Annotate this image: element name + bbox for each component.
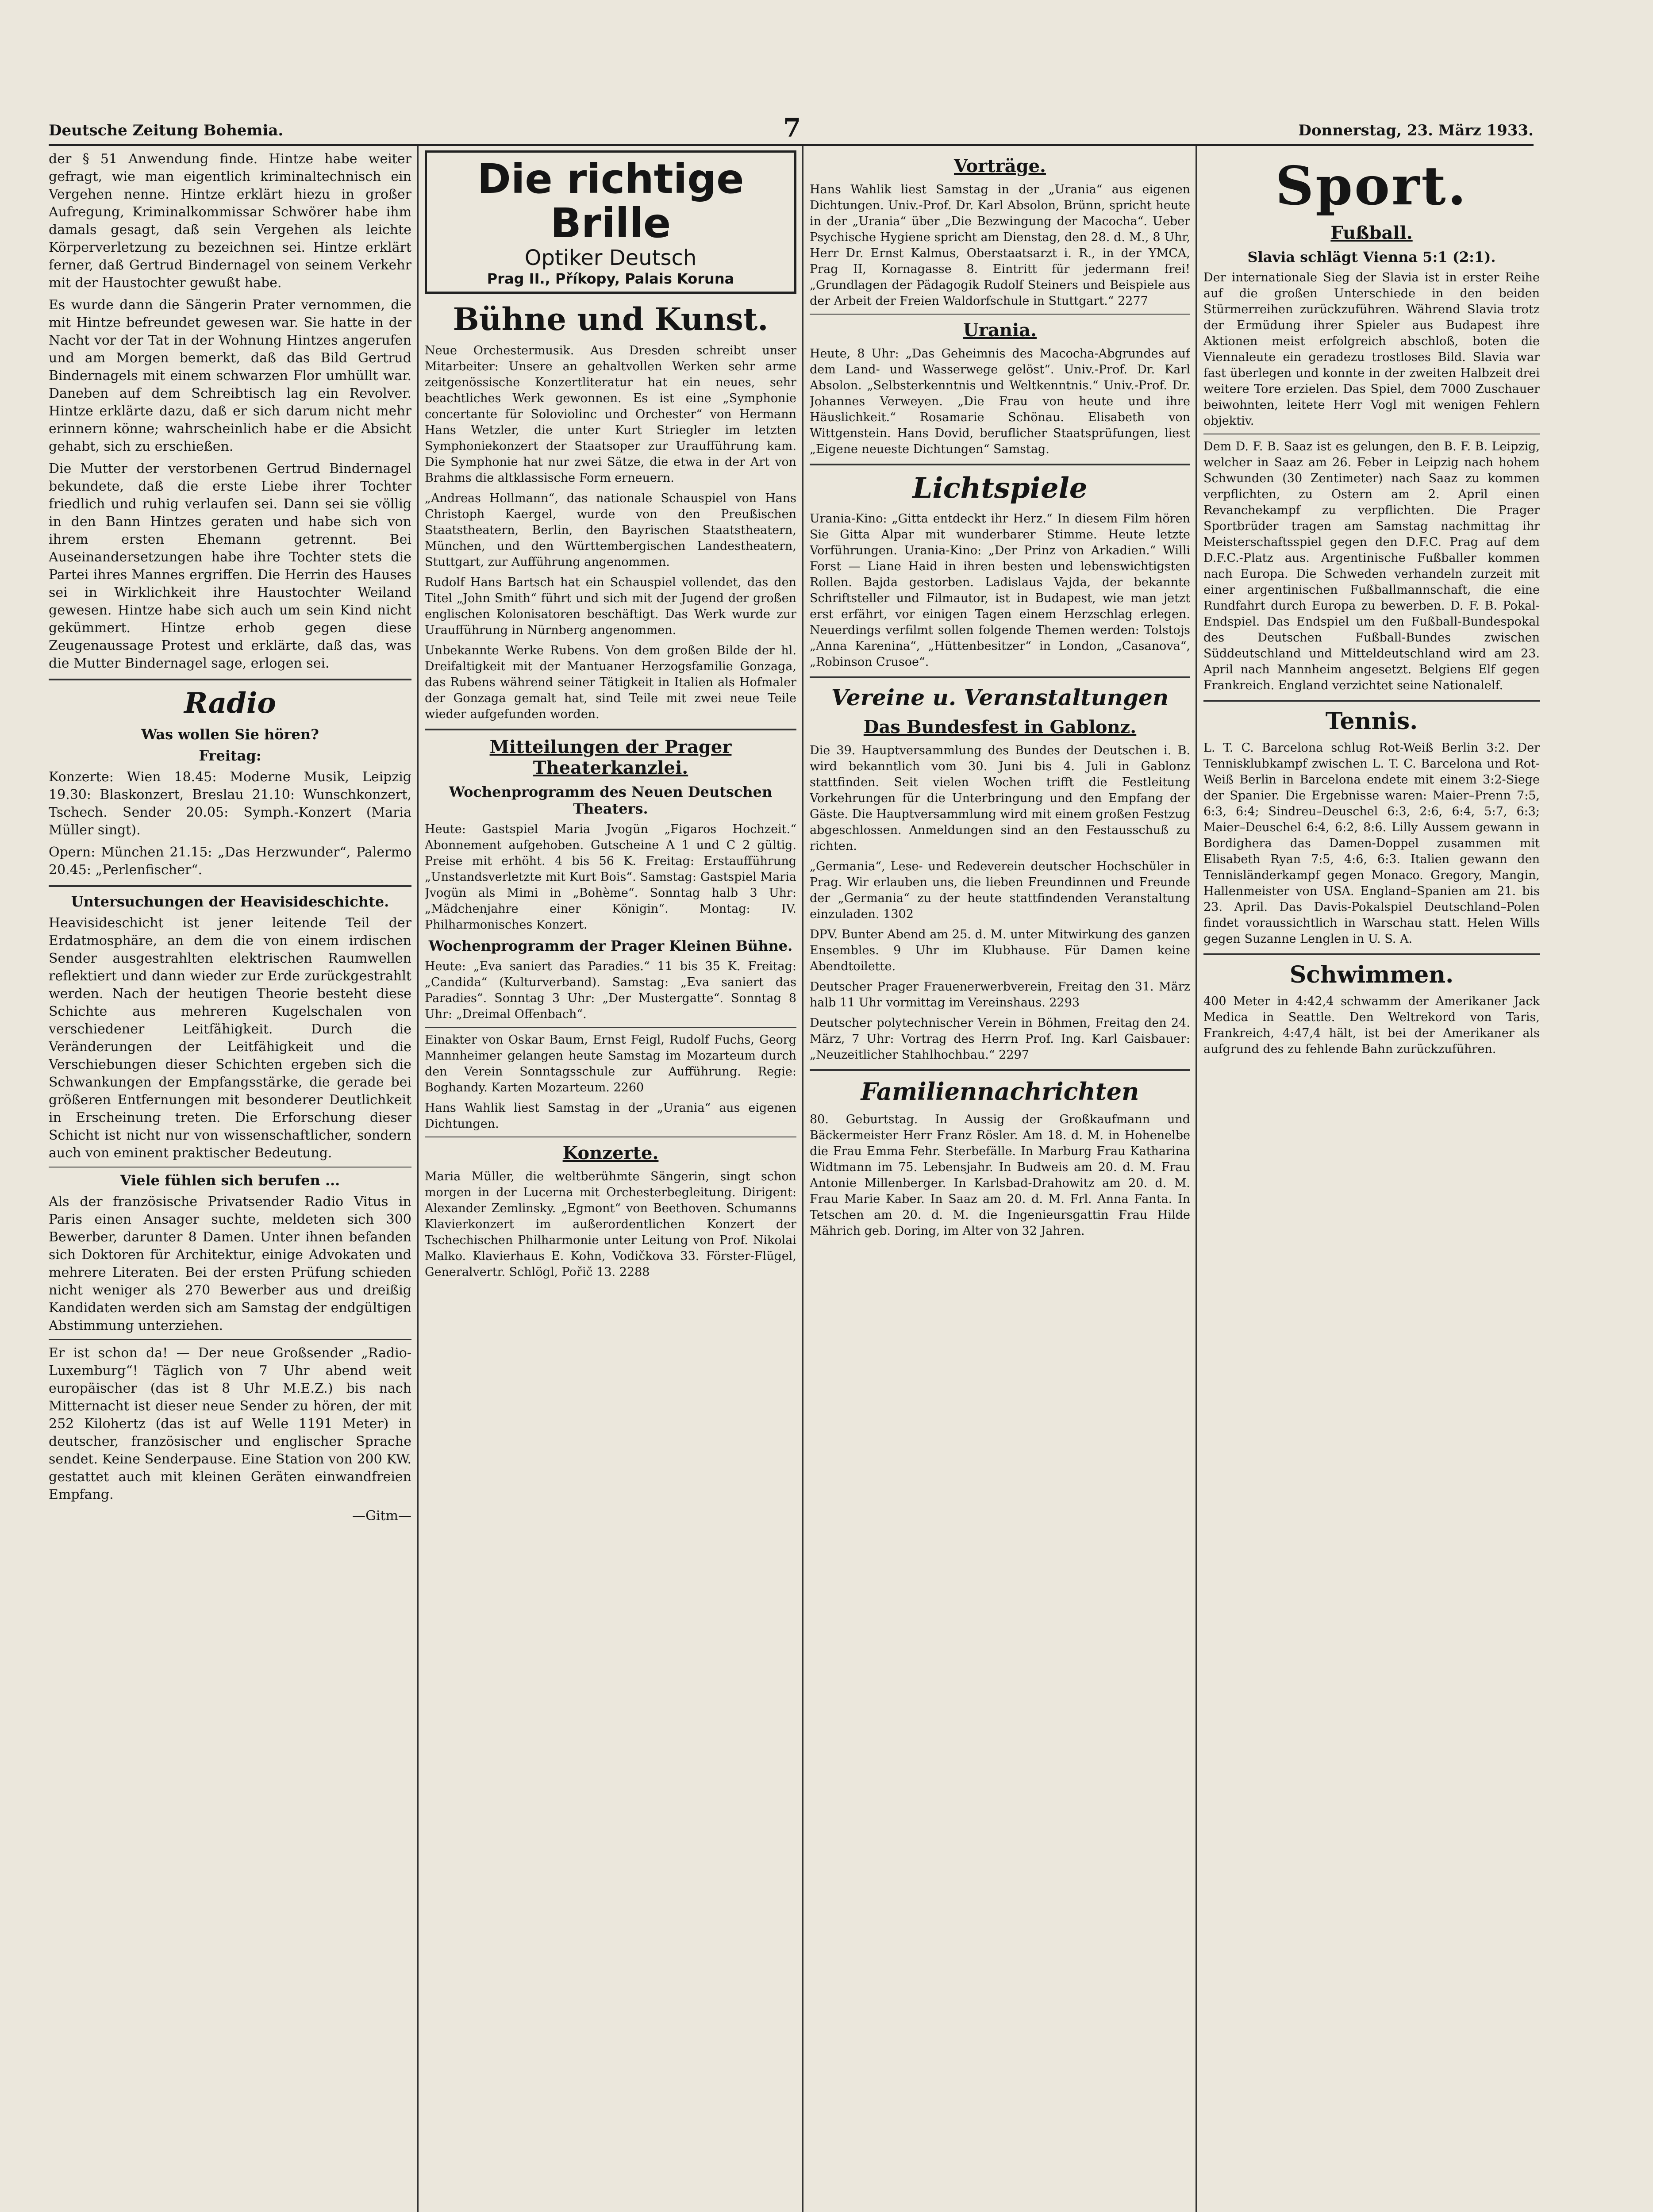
luxemburg-text: Er ist schon da! — Der neue Großsender „Radio-Luxemburg“! Täglich von 7 Uhr abend weit europäischer (das ist 8 Uhr M.E.Z.) bis nach Mitternacht ist dieser neue Sender zu hören, der mit 252 Kilohertz (das ist auf Welle 1191 Meter) in deutscher, französischer und englischer Sprache sendet. Keine Senderpause. Eine Station von 200 KW. gestattet auch mit kleinen Geräten einwandfreien Empfang. (49, 1345, 411, 1502)
slavia-heading: Slavia schlägt Vienna 5:1 (2:1). (1247, 249, 1496, 265)
page-header (49, 113, 1534, 146)
section-rule (49, 1339, 411, 1340)
section-rule (1203, 953, 1540, 955)
author-signature: —Gitm— (352, 1508, 411, 1524)
schwimmen-heading: Schwimmen. (1289, 961, 1454, 988)
ad-subtitle: Optiker Deutsch (524, 246, 697, 270)
wahlik-text: Hans Wahlik liest Samstag in der „Urania“ aus eigenen Dichtungen. (425, 1101, 796, 1131)
section-rule (810, 676, 1190, 678)
vortrage-text: Hans Wahlik liest Samstag in der „Urania“ aus eigenen Dichtungen. Univ.-Prof. Dr. Karl Absolon, Brünn, spricht heute in der „Urania“ über „Die Bezwingung der Macocha“. Ueber Psychische Hygiene spricht am Dienstag, den 28. d. M., 8 Uhr, Herr Dr. Ernst Kalmus, Oberstaatsarzt i. R., in der YMCA, Prag II, Kornagasse 8. Eintritt für jedermann frei! „Grundlagen der Pädagogik Rudolf Steiners und Beispiele aus der Arbeit der Freien Waldorfschule in Stuttgart.“ 2277 (810, 183, 1190, 308)
bundesfest-text: Die 39. Hauptversammlung des Bundes der Deutschen i. B. wird bekanntlich vom 30. Juni bis 4. Juli in Gablonz stattfinden. Seit vielen Wochen trifft die Festleitung Vorkehrungen für die Unterbringung und den Empfang der Gäste. Die Hauptversammlung wird mit einem großen Festzug abgeschlossen. Anmeldungen sind an den Festausschuß zu richten. (810, 744, 1190, 853)
radio-opera: Opern: München 21.15: „Das Herzwunder“, Palermo 20.45: „Perlenfischer“. (49, 845, 411, 878)
article-paragraph: Die Mutter der verstorbenen Gertrud Bindernagel bekundete, daß die erste Liebe ihrer Tochter friedlich und ruhig verlaufen sei. Dann sei sie völlig in den Bann Hintzes geraten und habe sich von ihrem ersten Ehemann getrennt. Bei Auseinandersetzungen habe ihre Tochter stets die Partei ihres Mannes ergriffen. Die Herrin des Hauses sei in Wirklichkeit ihre Haustochter Weiland gewesen. Hintze habe sich auch um sein Kind nicht gekümmert. Hintze erhob gegen diese Zeugenaussage Protest und erklärte, daß das, was die Mutter Bindernagel sage, erlogen sei. (49, 461, 411, 671)
column-2 (425, 150, 796, 2212)
fussball-news: Dem D. F. B. Saaz ist es gelungen, den B. F. B. Leipzig, welcher in Saaz am 26. Feber in Leipzig nach hohem Schwunden (30 Zentimeter) nach Saaz zu kommen verpflichten, zu Ostern am 2. April einen Revanchekampf zu verpflichten. Die Prager Sportbrüder tragen am Samstag nachmittag ihr Meisterschaftsspiel gegen den D.F.C. Prag auf dem D.F.C.-Platz aus. Argentinische Fußballer kommen nach Europa. Die Schweden verhandeln zurzeit mit einer argentinischen Fußballmannschaft, die eine Rundfahrt durch Europa zu bewerben. D. F. B. Pokal-Endspiel. Das Endspiel um den Fußball-Bundespokal des Deutschen Fußball-Bundes zwischen Süddeutschland und Mitteldeutschland wird am 23. April nach Mannheim angesetzt. Belgiens Elf gegen Frankreich. England verzichtet seine Nationalelf. (1203, 440, 1540, 692)
tennis-text: L. T. C. Barcelona schlug Rot-Weiß Berlin 3:2. Der Tennisklubkampf zwischen L. T. C. Barcelona und Rot-Weiß Berlin in Barcelona endete mit einem 3:2-Siege der Spanier. Die Ergebnisse waren: Maier–Prenn 7:5, 6:3, 6:4; Sindreu–Deuschel 6:3, 2:6, 6:4, 5:7, 6:3; Maier–Deuschel 6:4, 6:2, 8:6. Lilly Aussem gewann in Bordighera das Damen-Doppel zusammen mit Elisabeth Ryan 7:5, 4:6, 6:3. Italien gewann den Tennisländerkampf gegen Monaco. Gregory, Mangin, Hallenmeister von USA. England–Spanien am 21. bis 23. April. Das Davis-Pokalspiel Deutschland–Polen findet voraussichtlich in Warschau statt. Helen Wills gegen Suzanne Lenglen in U. S. A. (1203, 741, 1540, 946)
heaviside-heading: Untersuchungen der Heavisideschichte. (71, 893, 389, 910)
article-paragraph: der § 51 Anwendung finde. Hintze habe weiter gefragt, wie man eigentlich kriminaltechnisch ein Vergehen nenne. Hintze erklärt hiezu in großer Aufregung, Kriminalkommissar Schwörer habe ihm damals gesagt, daß sein Vergehen als leichte Körperverletzung zu bezeichnen sei. Hintze erklärt ferner, daß Gertrud Bindernagel von seinem Verkehr mit der Haustochter gewußt habe. (49, 151, 411, 291)
section-rule (49, 885, 411, 887)
article-paragraph: Unbekannte Werke Rubens. Von dem großen Bilde der hl. Dreifaltigkeit mit der Mantuaner Herzogsfamilie Gonzaga, das Rubens während seiner Tätigkeit in Italien als Hofmaler der Gonzaga gemalt hat, sind Teile mit zwei neue Teile wieder aufgefunden worden. (425, 644, 796, 721)
buhne-heading: Bühne und Kunst. (453, 301, 769, 338)
column-1 (49, 150, 411, 2212)
article-paragraph: Rudolf Hans Bartsch hat ein Schauspiel vollendet, das den Titel „John Smith“ führt und sich mit der Jugend der großen englischen Kolonisatoren beschäftigt. Das Werk wurde zur Uraufführung in Nürnberg angenommen. (425, 576, 796, 637)
konzerte-heading: Konzerte. (562, 1143, 659, 1164)
fussball-heading: Fußball. (1330, 223, 1413, 243)
urania-text: Heute, 8 Uhr: „Das Geheimnis des Macocha-Abgrundes auf dem Land- und Wasserwege gelöst“. Univ.-Prof. Dr. Karl Absolon. „Selbsterkenntnis und Weltkenntnis.“ Univ.-Prof. Dr. Johannes Verweyen. „Die Frau von heute und ihre Häuslichkeit.“ Rosamarie Schönau. Elisabeth von Wittgenstein. Hans Dovid, beruflicher Staatsprüfungen, liest „Eigene neueste Dichtungen“ Samstag. (810, 347, 1190, 456)
wochen-heading: Wochenprogramm des Neuen Deutschen Theaters. (449, 783, 773, 817)
slavia-text: Der internationale Sieg der Slavia ist in erster Reihe auf die großen Unterschiede in den beiden Stürmerreihen zurückzuführen. Während Slavia trotz der Ermüdung ihrer Spieler aus Budapest ihre Aktionen meist erfolgreich abschloß, boten die Viennaleute ein geradezu trostloses Bild. Slavia war fast überlegen und konnte in der zweiten Halbzeit drei weitere Tore erzielen. Das Spiel, dem 7000 Zuschauer beiwohnten, leitete Herr Vogl mit wenigen Fehlern objektiv. (1203, 271, 1540, 428)
dpv-text: DPV. Bunter Abend am 25. d. M. unter Mitwirkung des ganzen Ensembles. 9 Uhr im Klubhause. Für Damen keine Abendtoilette. (810, 928, 1190, 973)
tennis-heading: Tennis. (1325, 708, 1418, 735)
page-number: 7 (783, 113, 801, 143)
schwimmen-text: 400 Meter in 4:42,4 schwamm der Amerikaner Jack Medica in Seattle. Den Weltrekord von Taris, Frankreich, 4:47,4 hält, ist bei der Amerikaner als aufgrund des zu fehlende Bahn zurückzuführen. (1203, 995, 1540, 1056)
newspaper-name: Deutsche Zeitung Bohemia. (49, 122, 284, 139)
lichtspiele-text: Urania-Kino: „Gitta entdeckt ihr Herz.“ In diesem Film hören Sie Gitta Alpar mit wunderbarer Stimme. Heute letzte Vorführungen. Urania-Kino: „Der Prinz von Arkadien.“ Willi Forst — Liane Haid in ihren besten und lebenswichtigsten Rollen. Bajda gestorben. Ladislaus Vajda, der bekannte Schriftsteller und Filmautor, ist in Budapest, wie man jetzt erst erfährt, vor einigen Tagen einem Herzschlag erlegen. Neuerdings verfilmt sollen folgende Themen werden: Tolstojs „Anna Karenina“, „Hüttenbesitzer“ in London, „Casanova“, „Robinson Crusoe“. (810, 512, 1190, 669)
bundesfest-heading: Das Bundesfest in Gablonz. (863, 717, 1137, 737)
article-paragraph: Es wurde dann die Sängerin Prater vernommen, die mit Hintze befreundet gewesen war. Sie hatte in der Nacht vor der Tat in der Wohnung Hintzes angerufen und am Morgen bemerkt, daß das Bild Gertrud Bindernagels mit einem schwarzen Flor umhüllt war. Daneben auf dem Schreibtisch lag ein Revolver. Hintze erklärte dazu, daß er sich darum nicht mehr erinnern könne; wahrscheinlich habe er die Absicht gehabt, sich zu erschießen. (49, 297, 411, 454)
ad-address: Prag II., Příkopy, Palais Koruna (487, 270, 734, 287)
radio-heading: Radio (184, 687, 276, 720)
optician-advertisement (425, 150, 796, 294)
article-paragraph: Neue Orchestermusik. Aus Dresden schreibt unser Mitarbeiter: Unsere an gehaltvollen Werken sehr arme zeitgenössische Konzertliteratur hat ein neues, sehr beachtliches Werk gewonnen. Es ist eine „Symphonie concertante für Soloviolinc und Orchester“ von Hermann Hans Wetzler, die unter Kurt Striegler im letzten Symphoniekonzert der Staatsoper zur Uraufführung kam. Die Symphonie hat nur zwei Sätze, die etwa in der Art von Brahms die altklassische Form erneuern. (425, 344, 796, 485)
ad-title: Die richtige Brille (477, 155, 744, 247)
wochen-text: Heute: Gastspiel Maria Jvogün „Figaros Hochzeit.“ Abonnement aufgehoben. Gutscheine A 1 und C 2 gültig. Preise mit erhöht. 4 bis 56 K. Freitag: Erstaufführung „Unstandsverletzte mit Kurt Bois“. Samstag: Gastspiel Maria Jvogün als Mimi in „Bohème“. Sonntag halb 3 Uhr: „Mädchenjahre einer Königin“. Montag: IV. Philharmonisches Konzert. (425, 822, 796, 932)
column-4 (1203, 150, 1540, 2212)
section-rule (810, 1069, 1190, 1071)
kleine-heading: Wochenprogramm der Prager Kleinen Bühne. (428, 937, 793, 954)
urania-heading: Urania. (963, 320, 1037, 341)
article-paragraph: „Andreas Hollmann“, das nationale Schauspiel von Hans Christoph Kaergel, wurde von den Preußischen Staatstheatern, Berlin, den Bayrischen Staatstheatern, München, und den Württembergischen Landestheatern, Stuttgart, zur Aufführung angenommen. (425, 492, 796, 569)
radio-concerts: Konzerte: Wien 18.45: Moderne Musik, Leipzig 19.30: Blaskonzert, Breslau 21.10: Wunschkonzert, Tschech. Sender 20.05: Symph.-Konzert (Maria Müller singt). (49, 769, 411, 838)
sport-heading: Sport. (1275, 155, 1468, 217)
section-rule (810, 314, 1190, 315)
familien-heading: Familiennachrichten (861, 1077, 1139, 1106)
felt-heading: Viele fühlen sich berufen ... (120, 1172, 340, 1189)
einakter-text: Einakter von Oskar Baum, Ernst Feigl, Rudolf Fuchs, Georg Mannheimer gelangen heute Samstag im Mozarteum durch den Verein Sonntagsschule zur Aufführung. Regie: Boghandy. Karten Mozarteum. 2260 (425, 1033, 796, 1094)
section-rule (1203, 700, 1540, 702)
section-rule (49, 679, 411, 680)
section-rule (425, 729, 796, 730)
germania-text: „Germania“, Lese- und Redeverein deutscher Hochschüler in Prag. Wir erlauben uns, die lieben Freundinnen und Freunde der „Germania“ zu der heute stattfindenden Veranstaltung einzuladen. 1302 (810, 860, 1190, 921)
section-rule (425, 1027, 796, 1028)
issue-date: Donnerstag, 23. März 1933. (1298, 122, 1534, 139)
frauen-text: Deutscher Prager Frauenerwerbverein, Freitag den 31. März halb 11 Uhr vormittag im Vereinshaus. 2293 (810, 980, 1190, 1010)
heaviside-text: Heavisideschicht ist jener leitende Teil der Erdatmosphäre, an dem die von einem irdischen Sender ausgestrahlten elektrischen Raumwellen reflektiert und dann wieder zur Erde zurückgestrahlt werden. Nach der heutigen Theorie besteht diese Schichte aus mehreren Kugelschalen von verschiedener Leitfähigkeit. Durch die Veränderungen der Leitfähigkeit und die Verschiebungen dieser Schichten ergeben sich die Schwankungen der Empfangsstärke, die gerade bei größeren Entfernungen mit besonderer Deutlichkeit in Erscheinung treten. Die Erforschung dieser Schicht ist nicht nur von wissenschaftlicher, sondern auch von eminent praktischer Bedeutung. (49, 915, 411, 1161)
polytech-text: Deutscher polytechnischer Verein in Böhmen, Freitag den 24. März, 7 Uhr: Vortrag des Herrn Prof. Ing. Karl Gaisbauer: „Neuzeitlicher Stahlhochbau.“ 2297 (810, 1016, 1190, 1062)
radio-question: Was wollen Sie hören? (141, 726, 319, 743)
lichtspiele-heading: Lichtspiele (912, 472, 1088, 505)
theater-heading: Mitteilungen der Prager Theaterkanzlei. (489, 737, 732, 778)
familien-text: 80. Geburtstag. In Aussig der Großkaufmann und Bäckermeister Herr Franz Rösler. Am 18. d. M. in Hohenelbe die Frau Emma Fehr. Sterbefälle. In Marburg Frau Katharina Widtmann im 75. Lebensjahr. In Budweis am 20. d. M. Frau Antonie Millenberger. In Karlsbad-Drahowitz am 20. d. M. Frau Marie Kaber. In Saaz am 20. d. M. Frl. Anna Fanta. In Tetschen am 20. d. M. die Ingenieursgattin Frau Hilde Mährich geb. Doring, im Alter von 32 Jahren. (810, 1113, 1190, 1238)
kleine-text: Heute: „Eva saniert das Paradies.“ 11 bis 35 K. Freitag: „Candida“ (Kulturverband). Samstag: „Eva saniert das Paradies“. Sonntag 3 Uhr: „Der Mustergatte“. Sonntag 8 Uhr: „Dreimal Offenbach“. (425, 960, 796, 1021)
column-divider (1196, 146, 1197, 2212)
vortrage-heading: Vorträge. (954, 156, 1046, 177)
vereine-heading: Vereine u. Veranstaltungen (831, 684, 1169, 710)
felt-text: Als der französische Privatsender Radio Vitus in Paris einen Ansager suchte, meldeten sich 300 Bewerber, darunter 8 Damen. Unter ihnen befanden sich Doktoren für Architektur, einige Advokaten und mehrere Literaten. Bei der ersten Prüfung schieden nicht weniger als 270 Bewerber aus und dreißig Kandidaten werden sich am Samstag der endgültigen Abstimmung unterziehen. (49, 1194, 411, 1333)
column-divider (417, 146, 419, 2212)
radio-day: Freitag: (199, 747, 261, 764)
column-divider (802, 146, 803, 2212)
section-rule (810, 464, 1190, 465)
column-3 (810, 150, 1190, 2212)
konzerte-text: Maria Müller, die weltberühmte Sängerin, singt schon morgen in der Lucerna mit Orchesterbegleitung. Dirigent: Alexander Zemlinsky. „Egmont“ von Beethoven. Schumanns Klavierkonzert im außerordentlichen Konzert der Tschechischen Philharmonie unter Leitung von Prof. Nikolai Malko. Klavierhaus E. Kohn, Vodičkova 33. Förster-Flügel, Generalvertr. Schlögl, Pořič 13. 2288 (425, 1170, 796, 1279)
